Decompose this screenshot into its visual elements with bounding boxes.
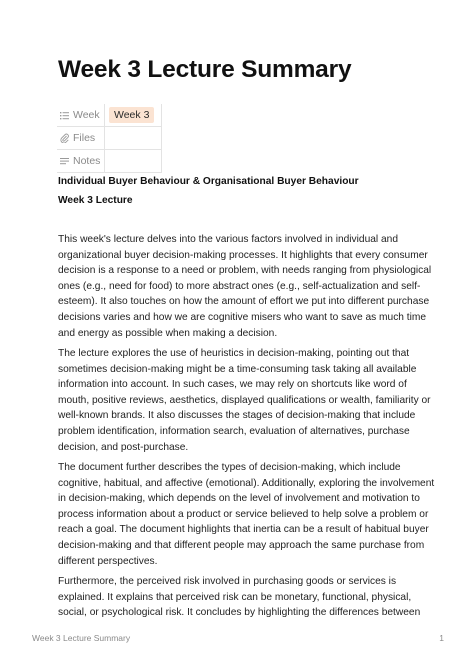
paragraph-4 (58, 574, 420, 621)
properties-table (57, 104, 162, 173)
property-row-notes (57, 150, 162, 173)
text-line: explained. It explains that perceived risk can be monetary, functional, physical, (58, 591, 412, 603)
section-heading: Individual Buyer Behaviour & Organisational Buyer Behaviour (58, 176, 359, 187)
property-row-files (57, 127, 162, 150)
page-number: 1 (439, 633, 444, 643)
notes-value[interactable] (105, 150, 162, 173)
text-line: social, or psychological risk. It concludes by highlighting the differences between (58, 607, 421, 619)
text-line: problem identification, information search, evaluation of alternatives, purchase (58, 425, 410, 437)
week-tag[interactable]: Week 3 (109, 107, 154, 123)
text-line: organizational buyer decision-making processes. It highlights that every consumer (58, 249, 428, 261)
text-line: well-known brands. It also discusses the stages of decision-making that include (58, 410, 416, 422)
text-line: The document further describes the types of decision-making, which include (58, 462, 401, 473)
text-line: reach a goal. The document highlights that inertia can be a result of habitual buyer (58, 524, 429, 536)
property-label: Week (73, 109, 100, 121)
paragraph-3 (58, 460, 435, 569)
text-line: in decision-making, which depends on the level of involvement and motivation to (58, 493, 420, 505)
list-icon (59, 110, 69, 120)
text-line: esteem). It also touches on how the amount of effort we put into different purchase (58, 296, 430, 308)
text-line: information into account. In such cases, we may rely on shortcuts like word of (58, 379, 407, 391)
text-line: ones (e.g., need for food) to more abstract ones (e.g., self-actualization and self- (58, 280, 421, 292)
text-line: This week's lecture delves into the various factors involved in individual and (58, 234, 399, 245)
text-line: decisions varies and how we are cognitive misers who want to save as much time (58, 311, 427, 323)
text-line: The lecture explores the use of heuristics in decision-making, pointing out that (58, 348, 410, 359)
text-line: Furthermore, the perceived risk involved in purchasing goods or services is (58, 576, 397, 587)
property-label: Files (73, 132, 96, 144)
property-label: Notes (73, 155, 101, 167)
text-line: and energy as possible when making a decision. (58, 327, 278, 339)
files-value[interactable] (105, 127, 162, 150)
text-line: cognitive, habitual, and affective (emotional). Additionally, exploring the involvement (58, 477, 435, 489)
paragraph-2 (58, 346, 431, 455)
text-lines-icon (59, 156, 69, 166)
section-subheading: Week 3 Lecture (58, 195, 133, 206)
text-line: sometimes decision-making might be a time-consuming task taking all available (58, 363, 417, 375)
paperclip-icon (59, 133, 69, 143)
text-line: different perspectives. (58, 555, 158, 567)
text-line: mouth, positive reviews, aesthetics, displayed qualifications or wealth, familiarity or (58, 394, 431, 406)
paragraph-1 (58, 232, 432, 341)
property-row-week (57, 104, 162, 127)
text-line: decision-making and that different people may approach the same purchase from (58, 539, 425, 551)
page-title: Week 3 Lecture Summary (58, 56, 352, 83)
text-line: decision is a response to a need or problem, with needs ranging from physiological (58, 265, 432, 277)
footer-title: Week 3 Lecture Summary (32, 633, 131, 643)
text-line: process information about a product or service believed to help solve a problem or (58, 508, 429, 520)
text-line: decision, and post-purchase. (58, 441, 189, 453)
